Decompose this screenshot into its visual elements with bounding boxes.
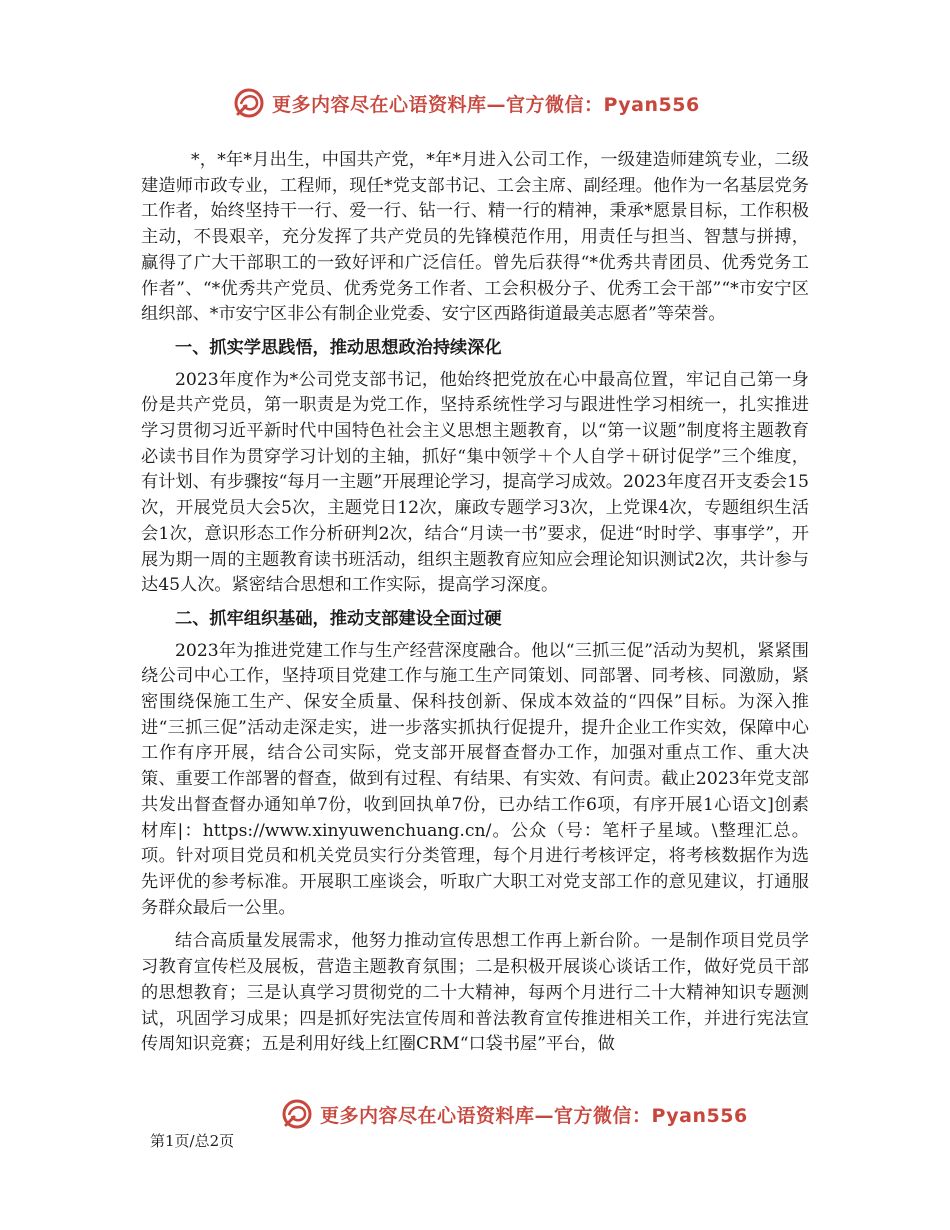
header-banner <box>232 84 700 122</box>
section-2-heading: 二、抓牢组织基础，推动支部建设全面过硬 <box>175 608 502 629</box>
footer-banner-text: 更多内容尽在心语资料库—官方微信：Pyan556 <box>320 1104 748 1127</box>
red-swirl-logo-icon <box>232 86 266 120</box>
intro-paragraph: *，*年*月出生，中国共产党，*年*月进入公司工作，一级建造师建筑专业，二级建造师市政专业，工程师，现任*党支部书记、工会主席、副经理。他作为一名基层党务工作者，始终坚持干一行、爱一行、钻一行、精一行的精神，秉承*愿景目标，工作积极主动，不畏艰辛，充分发挥了共产党员的先锋模范作用，用责任与担当、智慧与拼搏，赢得了广大干部职工的一致好评和广泛信任。曾先后获得“*优秀共青团员、优秀党务工作者”、“*优秀共产党员、优秀党务工作者、工会积极分子、优秀工会干部”“*市安宁区组织部、*市安宁区非公有制企业党委、安宁区西路街道最美志愿者”等荣誉。 <box>141 150 809 325</box>
document-body <box>141 148 809 1058</box>
page-number: 第1页/总2页 <box>150 1132 235 1150</box>
footer-banner <box>280 1095 748 1133</box>
section-1-paragraph: 2023年度作为*公司党支部书记，他始终把党放在心中最高位置，牢记自己第一身份是共产党员，第一职责是为党工作，坚持系统性学习与跟进性学习相统一，扎实推进学习贯彻习近平新时代中国特色社会主义思想主题教育，以“第一议题”制度将主题教育必读书目作为贯穿学习计划的主轴，抓好“集中领学＋个人自学＋研讨促学”三个维度，有计划、有步骤按“每月一主题”开展理论学习，提高学习成效。2023年度召开支委会15次，开展党员大会5次，主题党日12次，廉政专题学习3次，上党课4次，专题组织生活会1次，意识形态工作分析研判2次，结合“月读一书”要求，促进“时时学、事事学”，开展为期一周的主题教育读书班活动，组织主题教育应知应会理论知识测试2次，共计参与达45人次。紧密结合思想和工作实际，提高学习深度。 <box>141 369 809 596</box>
section-1-heading: 一、抓实学思践悟，推动思想政治持续深化 <box>175 337 502 358</box>
section-2-paragraph: 2023年为推进党建工作与生产经营深度融合。他以“三抓三促”活动为契机，紧紧围绕公司中心工作，坚持项目党建工作与施工生产同策划、同部署、同考核、同激励，紧密围绕保施工生产、保安全质量、保科技创新、保成本效益的“四保”目标。为深入推进“三抓三促”活动走深走实，进一步落实抓执行促提升，提升企业工作实效，保障中心工作有序开展，结合公司实际，党支部开展督查督办工作，加强对重点工作、重大决策、重要工作部署的督查，做到有过程、有结果、有实效、有问责。截止2023年党支部共发出督查督办通知单7份，收到回执单7份，已办结工作6项，有序开展1心语文]创素材库|：https://www.xinyuwenchuang.cn/。公众（号：笔杆子星域。\整理汇总。项。针对项目党员和机关党员实行分类管理，每个月进行考核评定，将考核数据作为选先评优的参考标准。开展职工座谈会，听取广大职工对党支部工作的意见建议，打通服务群众最后一公里。 <box>141 640 809 918</box>
section-3-paragraph: 结合高质量发展需求，他努力推动宣传思想工作再上新台阶。一是制作项目党员学习教育宣传栏及展板，营造主题教育氛围；二是积极开展谈心谈话工作，做好党员干部的思想教育；三是认真学习贯彻党的二十大精神，每两个月进行二十大精神知识专题测试，巩固学习成果；四是抓好宪法宣传周和普法教育宣传推进相关工作，并进行宪法宣传周知识竞赛；五是利用好线上红圈CRM“口袋书屋”平台，做 <box>141 931 809 1055</box>
red-swirl-logo-icon <box>280 1097 314 1131</box>
header-banner-text: 更多内容尽在心语资料库—官方微信：Pyan556 <box>272 93 700 116</box>
